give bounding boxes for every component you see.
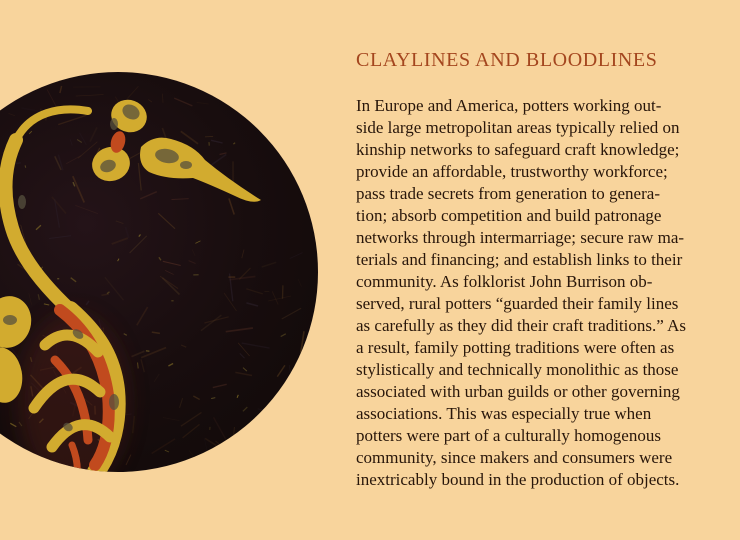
text-line: community, since makers and consumers were bbox=[356, 448, 673, 467]
text-line: pass trade secrets from generation to genera- bbox=[356, 184, 660, 203]
text-line: associated with urban guilds or other governing bbox=[356, 382, 680, 401]
text-line: a result, family potting traditions were often as bbox=[356, 338, 675, 357]
text-line: as carefully as they did their craft traditions.” As bbox=[356, 316, 686, 335]
text-line: kinship networks to safeguard craft knowledge; bbox=[356, 140, 680, 159]
text-line: terials and financing; and establish links to their bbox=[356, 250, 683, 269]
article-body bbox=[356, 95, 728, 491]
text-line: side large metropolitan areas typically relied on bbox=[356, 118, 680, 137]
text-line: inextricably bound in the production of objects. bbox=[356, 470, 680, 489]
text-line: tion; absorb competition and build patronage bbox=[356, 206, 662, 225]
pottery-plate-photo bbox=[0, 72, 318, 472]
page-title: CLAYLINES AND BLOODLINES bbox=[356, 49, 658, 71]
text-line: potters were part of a culturally homogenous bbox=[356, 426, 661, 445]
text-line: served, rural potters “guarded their family lines bbox=[356, 294, 679, 313]
text-line: In Europe and America, potters working out- bbox=[356, 96, 662, 115]
text-line: networks through intermarriage; secure raw ma- bbox=[356, 228, 685, 247]
text-line: provide an affordable, trustworthy workforce; bbox=[356, 162, 668, 181]
text-line: community. As folklorist John Burrison ob- bbox=[356, 272, 653, 291]
plate-artwork bbox=[0, 72, 318, 472]
text-line: associations. This was especially true when bbox=[356, 404, 652, 423]
red-flame-drip bbox=[72, 445, 77, 472]
text-line: stylistically and technically monolithic as those bbox=[356, 360, 679, 379]
